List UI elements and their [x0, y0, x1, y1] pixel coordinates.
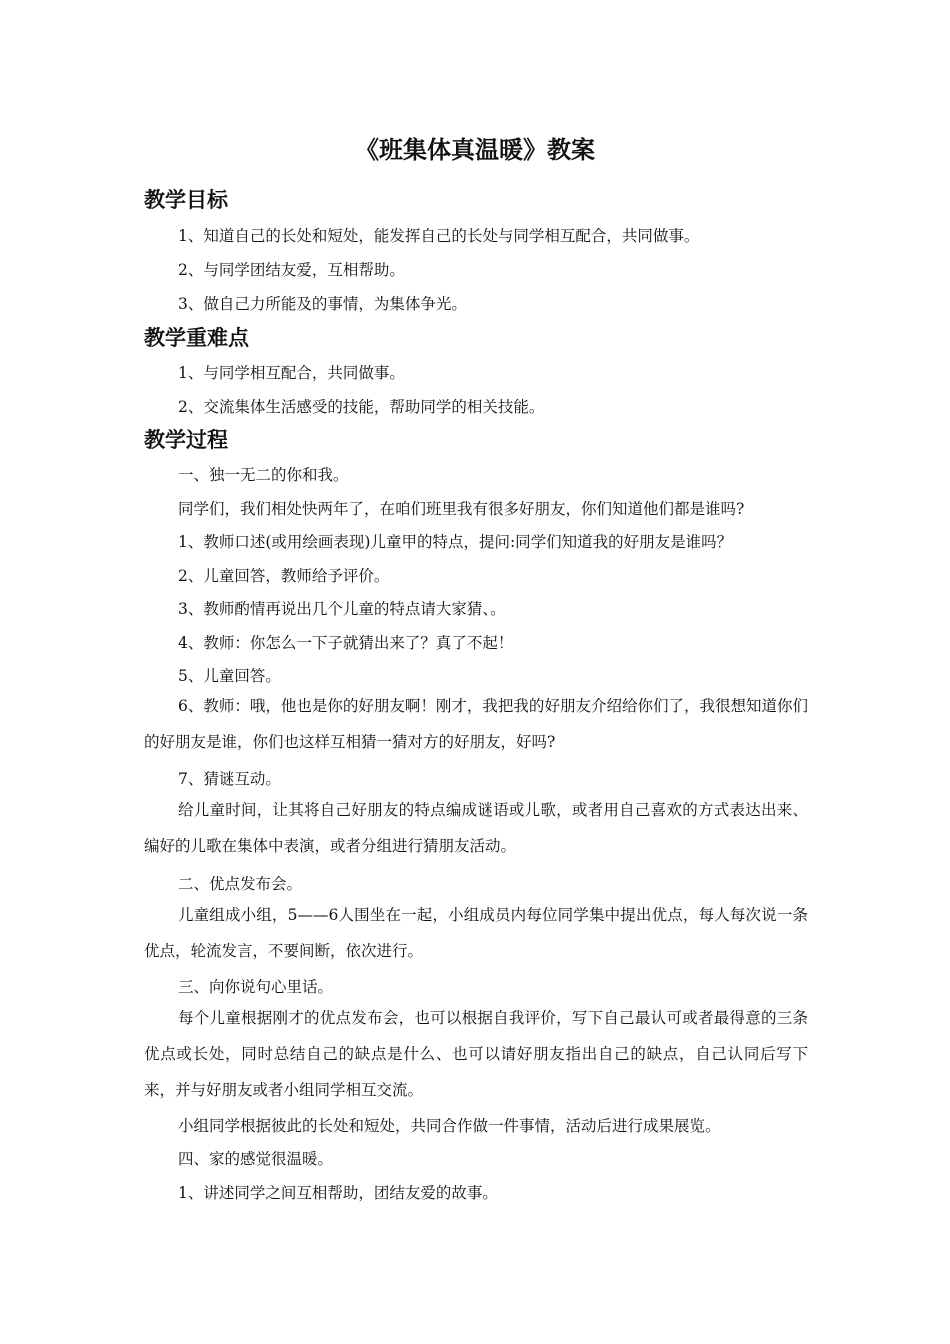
paragraph: 7、猜谜互动。 [178, 770, 281, 788]
paragraph: 三、向你说句心里话。 [178, 978, 334, 996]
paragraph: 四、家的感觉很温暖。 [178, 1150, 334, 1168]
paragraph: 6、教师：哦，他也是你的好朋友啊！刚才，我把我的好朋友介绍给你们了，我很想知道你们的好朋友是谁，你们也这样互相猜一猜对方的好朋友，好吗? [144, 697, 808, 751]
paragraph: 二、优点发布会。 [178, 875, 303, 893]
paragraph: 2、交流集体生活感受的技能，帮助同学的相关技能。 [178, 398, 545, 416]
paragraph: 1、与同学相互配合，共同做事。 [178, 364, 405, 382]
paragraph: 给儿童时间，让其将自己好朋友的特点编成谜语或儿歌，或者用自己喜欢的方式表达出来、编好的儿歌在集体中表演，或者分组进行猜朋友活动。 [144, 801, 808, 855]
paragraph: 1、教师口述(或用绘画表现)儿童甲的特点，提问:同学们知道我的好朋友是谁吗？ [178, 533, 733, 551]
section-heading-key-points: 教学重难点 [144, 326, 249, 350]
paragraph: 同学们，我们相处快两年了，在咱们班里我有很多好朋友，你们知道他们都是谁吗? [178, 500, 745, 518]
paragraph: 2、与同学团结友爱，互相帮助。 [178, 261, 405, 279]
paragraph: 小组同学根据彼此的长处和短处，共同合作做一件事情，活动后进行成果展览。 [178, 1117, 721, 1135]
section-heading-process: 教学过程 [144, 428, 228, 452]
paragraph: 3、教师酌情再说出几个儿童的特点请大家猜、。 [178, 600, 506, 618]
section-heading-objectives: 教学目标 [144, 188, 228, 212]
paragraph: 儿童组成小组，5——6人围坐在一起，小组成员内每位同学集中提出优点，每人每次说一条优点，轮流发言，不要间断，依次进行。 [144, 906, 808, 960]
document-title: 《班集体真温暖》教案 [355, 136, 595, 164]
paragraph: 1、讲述同学之间互相帮助，团结友爱的故事。 [178, 1184, 498, 1202]
paragraph: 3、做自己力所能及的事情，为集体争光。 [178, 295, 467, 313]
paragraph: 2、儿童回答，教师给予评价。 [178, 567, 390, 585]
paragraph: 1、知道自己的长处和短处，能发挥自己的长处与同学相互配合，共同做事。 [178, 227, 700, 245]
paragraph: 5、儿童回答。 [178, 667, 281, 685]
paragraph: 一、独一无二的你和我。 [178, 466, 349, 484]
paragraph: 每个儿童根据刚才的优点发布会，也可以根据自我评价，写下自己最认可或者最得意的三条优点或长处，同时总结自己的缺点是什么、也可以请好朋友指出自己的缺点，自己认同后写下来，并与好朋友或者小组同学相互交流。 [144, 1009, 808, 1099]
paragraph: 4、教师：你怎么一下子就猜出来了？真了不起！ [178, 634, 514, 652]
